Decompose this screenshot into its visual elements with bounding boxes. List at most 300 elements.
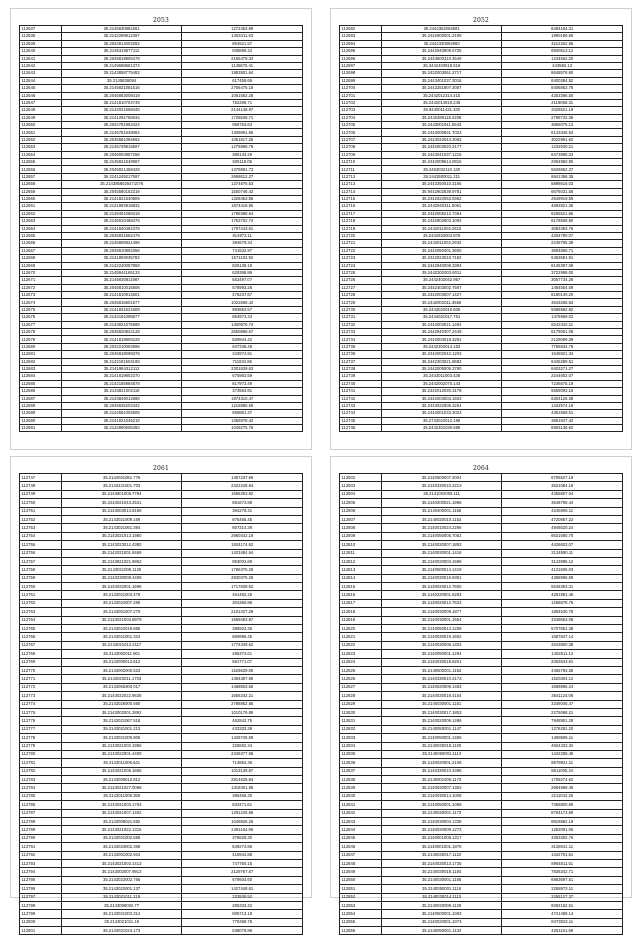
coordinate-cell: 35.2442933003.878 [381, 232, 502, 239]
coordinate-cell: 35.2442940909.5735 [381, 48, 502, 55]
value-cell: 4204780.07 [502, 232, 623, 239]
value-cell: 2345377.58 [182, 750, 303, 758]
table-row [20, 203, 303, 210]
table-row [340, 809, 623, 817]
coordinate-cell: 35.2140030018.6381 [381, 574, 502, 582]
value-cell: 6953697.51 [502, 876, 623, 884]
coordinate-cell: 35.2143021003.8979 [61, 616, 182, 624]
coordinate-cell: 35.2045815601577 [61, 299, 182, 306]
row-id-cell: 112797 [20, 893, 62, 901]
value-cell: 1276281.20 [502, 725, 623, 733]
coordinate-cell: 35.2143801005.7784 [61, 490, 182, 498]
table-row [20, 299, 303, 306]
row-id-cell: 112853 [340, 901, 382, 909]
value-cell: 1953501.64 [182, 70, 303, 77]
value-cell: 416944.88 [182, 851, 303, 859]
coordinate-cell: 35.2443000831.7023 [381, 129, 502, 136]
value-cell: 1869885.24 [502, 683, 623, 691]
table-row [340, 181, 623, 188]
value-cell: 679934.60 [182, 876, 303, 884]
table-row [340, 792, 623, 800]
coordinate-cell: 35.2443350010.3165 [381, 181, 502, 188]
row-id-cell: 112697 [340, 62, 382, 69]
row-id-cell: 112790 [20, 834, 62, 842]
coordinate-cell: 35.2045819805478 [61, 55, 182, 62]
coordinate-cell: 35.2140030018.1100 [381, 742, 502, 750]
coordinate-cell: 35.2140500014.1419 [381, 566, 502, 574]
coordinate-cell: 35.2045845202342 [61, 402, 182, 409]
coordinate-cell: 35.2143006012.812 [61, 776, 182, 784]
row-id-cell: 112765 [20, 625, 62, 633]
value-cell: 2101427.29 [182, 608, 303, 616]
table-row [20, 284, 303, 291]
table-row [20, 358, 303, 365]
table-row [340, 166, 623, 173]
row-id-cell: 112728 [340, 292, 382, 299]
row-id-cell: 112787 [20, 809, 62, 817]
row-id-cell: 112678 [20, 329, 62, 336]
table-row [20, 650, 303, 658]
value-cell: 2275068.21 [502, 708, 623, 716]
value-cell: 6143346.53 [502, 129, 623, 136]
coordinate-cell: 35.2140050001.1294 [381, 650, 502, 658]
row-id-cell: 112747 [20, 474, 62, 482]
row-id-cell: 112746 [340, 425, 382, 432]
coordinate-cell: 35.2140050001.1134 [381, 927, 502, 935]
coordinate-cell: 35.2140030009.1877 [381, 608, 502, 616]
table-row [20, 734, 303, 742]
table-row [20, 26, 303, 33]
value-cell: 4281981.46 [502, 591, 623, 599]
row-id-cell: 112821 [340, 633, 382, 641]
value-cell: 1403411.63 [182, 33, 303, 40]
row-id-cell: 112672 [20, 284, 62, 291]
row-id-cell: 112813 [340, 566, 382, 574]
row-id-cell: 112832 [340, 725, 382, 733]
table-row [20, 641, 303, 649]
value-cell: 553497.07 [182, 277, 303, 284]
coordinate-cell: 35.2143026000.560 [61, 700, 182, 708]
table-row [20, 784, 303, 792]
coordinate-cell: 35.2141821540809 [61, 195, 182, 202]
coordinate-cell: 35.2442303021.8682 [381, 358, 502, 365]
coordinate-cell: 35.2142021001.8469 [61, 549, 182, 557]
table-row [340, 616, 623, 624]
value-cell: 814973.11 [182, 232, 303, 239]
coordinate-cell: 35.2144021061.776 [61, 474, 182, 482]
value-cell: 1402511.12 [502, 650, 623, 658]
coordinate-cell: 35.2143230008.4406 [61, 574, 182, 582]
row-id-cell: 112677 [20, 321, 62, 328]
table-row [340, 499, 623, 507]
row-id-cell: 112779 [20, 742, 62, 750]
row-id-cell: 112661 [20, 203, 62, 210]
value-cell: 1013139.87 [182, 767, 303, 775]
value-cell: 6631690.70 [502, 532, 623, 540]
row-id-cell: 112684 [20, 373, 62, 380]
value-cell: 226592.34 [182, 742, 303, 750]
row-id-cell: 112778 [20, 734, 62, 742]
row-id-cell: 112817 [340, 599, 382, 607]
value-cell: 1571193.92 [182, 255, 303, 262]
row-id-cell: 112638 [20, 33, 62, 40]
table-row [20, 818, 303, 826]
value-cell: 947338.48 [182, 343, 303, 350]
coordinate-cell: 35.2443352064591 [381, 26, 502, 33]
table-row [340, 292, 623, 299]
row-id-cell: 112820 [340, 625, 382, 633]
row-id-cell: 112788 [20, 818, 62, 826]
coordinate-cell: 35.2143023002.368 [61, 843, 182, 851]
coordinate-cell: 35.2442302014.153 [381, 343, 502, 350]
value-cell: 1022688.42 [182, 299, 303, 306]
table-row [20, 490, 303, 498]
row-id-cell: 112663 [20, 218, 62, 225]
table-row [340, 336, 623, 343]
table-row [340, 692, 623, 700]
value-cell: 2244602.07 [502, 373, 623, 380]
value-cell: 1520304.12 [502, 675, 623, 683]
row-id-cell: 112719 [340, 225, 382, 232]
coordinate-cell: 35.2143002011.961 [61, 650, 182, 658]
value-cell: 5548353.31 [502, 583, 623, 591]
row-id-cell: 112780 [20, 750, 62, 758]
value-cell: 5626852.37 [502, 166, 623, 173]
table-row [340, 868, 623, 876]
row-id-cell: 112647 [20, 99, 62, 106]
value-cell: 617459.66 [182, 77, 303, 84]
value-cell: 826138.19 [182, 262, 303, 269]
value-cell: 659861.37 [182, 410, 303, 417]
row-id-cell: 112658 [20, 181, 62, 188]
row-id-cell: 112716 [340, 203, 382, 210]
table-row [20, 700, 303, 708]
table-row [20, 591, 303, 599]
value-cell: 2255127.37 [502, 893, 623, 901]
row-id-cell: 112804 [340, 490, 382, 498]
coordinate-cell: 35.2442002042.1203 [381, 351, 502, 358]
value-cell: 2756475.19 [182, 85, 303, 92]
coordinate-cell: 35.2143021022.1315 [61, 826, 182, 834]
row-id-cell: 112704 [340, 114, 382, 121]
value-cell: 2684969.49 [502, 784, 623, 792]
coordinate-cell: 35.2443022010.605 [381, 306, 502, 313]
coordinate-cell: 35.2442050401.3600 [381, 247, 502, 254]
row-id-cell: 112844 [340, 826, 382, 834]
row-id-cell: 112645 [20, 85, 62, 92]
coordinate-cell: 35.2442003007.1427 [381, 292, 502, 299]
row-id-cell: 112757 [20, 557, 62, 565]
value-cell: 635118.05 [182, 159, 303, 166]
coordinate-cell: 35.2140010024.2296 [381, 524, 502, 532]
table-row [20, 541, 303, 549]
coordinate-cell: 35.2143023012.4380 [61, 541, 182, 549]
coordinate-cell: 35.2045820842128 [61, 329, 182, 336]
table-row [340, 474, 623, 482]
table-row [20, 343, 303, 350]
coordinate-cell: 35.2143221001.703 [61, 482, 182, 490]
value-cell: 2144148.97 [182, 107, 303, 114]
row-id-cell: 112812 [340, 557, 382, 565]
value-cell: 675963.59 [182, 373, 303, 380]
row-id-cell: 112745 [340, 417, 382, 424]
table-row [340, 784, 623, 792]
value-cell: 4465793.36 [502, 666, 623, 674]
value-cell: 1442701.61 [502, 851, 623, 859]
value-cell: 1990189.69 [502, 33, 623, 40]
table-row [20, 876, 303, 884]
value-cell: 2082643.81 [502, 658, 623, 666]
row-id-cell: 112637 [20, 26, 62, 33]
row-id-cell: 112653 [20, 144, 62, 151]
coordinate-cell: 35.2045831662479 [61, 232, 182, 239]
coordinate-cell: 35.2140001001.1975 [381, 843, 502, 851]
row-id-cell: 112682 [20, 358, 62, 365]
table-row [340, 70, 623, 77]
value-cell: 1010179.89 [182, 708, 303, 716]
table-row [20, 240, 303, 247]
row-id-cell: 112792 [20, 851, 62, 859]
value-cell: 6082162.51 [502, 901, 623, 909]
value-cell: 3393302.76 [502, 834, 623, 842]
table-row [20, 351, 303, 358]
coordinate-cell: 35.2140050001.1113 [381, 750, 502, 758]
value-cell: 6676031.56 [502, 188, 623, 195]
coordinate-cell: 35.2143021061.394 [61, 524, 182, 532]
row-id-cell: 112699 [340, 77, 382, 84]
coordinate-cell: 35.2443022044.3063 [381, 136, 502, 143]
table-row [20, 129, 303, 136]
row-id-cell: 112783 [20, 776, 62, 784]
table-row [340, 365, 623, 372]
row-id-cell: 112722 [340, 247, 382, 254]
coordinate-cell: 35.2140020009.1273 [381, 826, 502, 834]
table-row [340, 55, 623, 62]
value-cell: 3722998.00 [502, 269, 623, 276]
value-cell: 775368.76 [182, 918, 303, 926]
table-row [340, 85, 623, 92]
value-cell: 629398.86 [182, 269, 303, 276]
coordinate-cell: 35.2046003967256 [61, 151, 182, 158]
row-id-cell: 112799 [20, 910, 62, 918]
row-id-cell: 112768 [20, 650, 62, 658]
coordinate-cell: 35.2143022001.4400 [61, 750, 182, 758]
value-cell: 829944.42 [182, 336, 303, 343]
coordinate-cell: 35.2143021009.169 [61, 515, 182, 523]
coordinate-cell: 35.2140030013.1735 [381, 859, 502, 867]
table-row [20, 608, 303, 616]
table-row [340, 666, 623, 674]
value-cell: 1708274.62 [502, 776, 623, 784]
row-id-cell: 112723 [340, 255, 382, 262]
row-id-cell: 112761 [20, 591, 62, 599]
value-cell: 4131506.03 [502, 566, 623, 574]
coordinate-cell: 35.2143022002.756 [61, 876, 182, 884]
table-row [20, 195, 303, 202]
value-cell: 333938.52 [182, 893, 303, 901]
table-row [20, 48, 303, 55]
coordinate-cell: 35.2463032110.130 [381, 166, 502, 173]
row-id-cell: 112856 [340, 927, 382, 935]
value-cell: 4692821.36 [502, 203, 623, 210]
row-id-cell: 112721 [340, 240, 382, 247]
coordinate-cell: 35.2140050014.1208 [381, 625, 502, 633]
data-table [339, 473, 623, 935]
coordinate-cell: 35.2045580152316 [61, 188, 182, 195]
value-cell: 1328453.85 [182, 195, 303, 202]
coordinate-cell: 35.2442022053.9362 [381, 195, 502, 202]
row-id-cell: 112689 [20, 410, 62, 417]
coordinate-cell: 35.2140050001.1116 [381, 885, 502, 893]
table-row [20, 742, 303, 750]
value-cell: 6453581.91 [502, 255, 623, 262]
coordinate-cell: 35.2045581084692 [61, 136, 182, 143]
coordinate-cell: 35.2442301030.698 [381, 425, 502, 432]
row-id-cell: 112683 [20, 365, 62, 372]
table-row [20, 524, 303, 532]
table-row [340, 675, 623, 683]
data-table [19, 473, 303, 935]
table-row [340, 380, 623, 387]
table-row [340, 373, 623, 380]
value-cell: 7756834.79 [502, 343, 623, 350]
row-id-cell: 112852 [340, 893, 382, 901]
row-id-cell: 112741 [340, 388, 382, 395]
value-cell: 3083393.76 [502, 225, 623, 232]
value-cell: 1049826.26 [182, 818, 303, 826]
row-id-cell: 112681 [20, 351, 62, 358]
value-cell: 8679921.11 [502, 759, 623, 767]
row-id-cell: 112845 [340, 834, 382, 842]
row-id-cell: 112720 [340, 232, 382, 239]
table-row [340, 107, 623, 114]
table-row [340, 826, 623, 834]
table-row [340, 195, 623, 202]
row-id-cell: 112695 [340, 48, 382, 55]
value-cell: 1309891.65 [182, 129, 303, 136]
coordinate-cell: 35.2143021001.213 [61, 725, 182, 733]
row-id-cell: 112833 [340, 734, 382, 742]
table-row [20, 417, 303, 424]
coordinate-cell: 35.2143021003.1413 [61, 859, 182, 867]
document-page-1 [10, 8, 312, 450]
row-id-cell: 112825 [340, 666, 382, 674]
value-cell: 2964950.90 [502, 159, 623, 166]
row-id-cell: 112794 [20, 868, 62, 876]
table-row [20, 633, 303, 641]
table-row [20, 306, 303, 313]
row-id-cell: 112654 [20, 151, 62, 158]
row-id-cell: 112694 [340, 40, 382, 47]
value-cell: 476237.67 [182, 292, 303, 299]
row-id-cell: 112712 [340, 173, 382, 180]
table-row [340, 210, 623, 217]
row-id-cell: 112750 [20, 499, 62, 507]
value-cell: 1526629.05 [182, 666, 303, 674]
row-id-cell: 112775 [20, 708, 62, 716]
coordinate-cell: 35.2443600310.4549 [381, 55, 502, 62]
row-id-cell: 112642 [20, 62, 62, 69]
row-id-cell: 112669 [20, 262, 62, 269]
value-cell: 1884530.78 [502, 608, 623, 616]
coordinate-cell: 35.2143021003.478 [61, 591, 182, 599]
table-row [340, 742, 623, 750]
row-id-cell: 112770 [20, 666, 62, 674]
row-id-cell: 112756 [20, 549, 62, 557]
coordinate-cell: 35.2145844165133 [61, 269, 182, 276]
coordinate-cell: 35.2140001005.1317 [381, 834, 502, 842]
value-cell: 714854.36 [182, 759, 303, 767]
coordinate-cell: 35.2141291765634 [61, 114, 182, 121]
coordinate-cell: 35.2141810704749 [61, 99, 182, 106]
row-id-cell: 112826 [340, 675, 382, 683]
table-row [20, 583, 303, 591]
coordinate-cell: 35.2443011003.2932 [381, 240, 502, 247]
table-row [20, 159, 303, 166]
row-id-cell: 112854 [340, 910, 382, 918]
value-cell: 3694865.71 [502, 247, 623, 254]
coordinate-cell: 35.2140050001.1147 [381, 725, 502, 733]
row-id-cell: 112806 [340, 507, 382, 515]
table-row [20, 851, 303, 859]
value-cell: 1665353.82 [182, 490, 303, 498]
coordinate-cell: 35.2140050005.7062 [381, 532, 502, 540]
row-id-cell: 112691 [20, 425, 62, 432]
row-id-cell: 112662 [20, 210, 62, 217]
table-row [20, 574, 303, 582]
row-id-cell: 112786 [20, 801, 62, 809]
table-row [340, 490, 623, 498]
coordinate-cell: 35.2140020012.7633 [381, 599, 502, 607]
row-id-cell: 112773 [20, 692, 62, 700]
table-row [20, 809, 303, 817]
value-cell: 1788398.64 [182, 210, 303, 217]
value-cell: 304366.86 [182, 599, 303, 607]
value-cell: 7236675.19 [502, 380, 623, 387]
row-id-cell: 112740 [340, 380, 382, 387]
coordinate-cell: 35.2442023010.7162 [381, 255, 502, 262]
table-row [20, 515, 303, 523]
row-id-cell: 112700 [340, 85, 382, 92]
row-id-cell: 112759 [20, 574, 62, 582]
table-row [20, 750, 303, 758]
page-title: 2064 [472, 465, 490, 472]
table-row [340, 425, 623, 432]
document-page-4 [330, 456, 632, 933]
row-id-cell: 112842 [340, 809, 382, 817]
row-id-cell: 112737 [340, 358, 382, 365]
value-cell: 2960442.19 [182, 532, 303, 540]
table-row [340, 566, 623, 574]
table-row [340, 843, 623, 851]
coordinate-cell: 35.2143021003.1763 [61, 801, 182, 809]
table-row [340, 876, 623, 884]
row-id-cell: 112809 [340, 532, 382, 540]
value-cell: 1292091.05 [502, 826, 623, 834]
value-cell: 6175051.08 [502, 329, 623, 336]
coordinate-cell: 35.2143022001.137 [61, 885, 182, 893]
row-id-cell: 112830 [340, 708, 382, 716]
value-cell: 805713.18 [182, 910, 303, 918]
coordinate-cell: 35.2140030008.1403 [381, 641, 502, 649]
table-row [340, 893, 623, 901]
table-row [340, 48, 623, 55]
row-id-cell: 112824 [340, 658, 382, 666]
coordinate-cell: 35.2442003020.2177 [381, 144, 502, 151]
table-row [340, 834, 623, 842]
table-row [340, 658, 623, 666]
coordinate-cell: 35.2143001007.279 [61, 608, 182, 616]
